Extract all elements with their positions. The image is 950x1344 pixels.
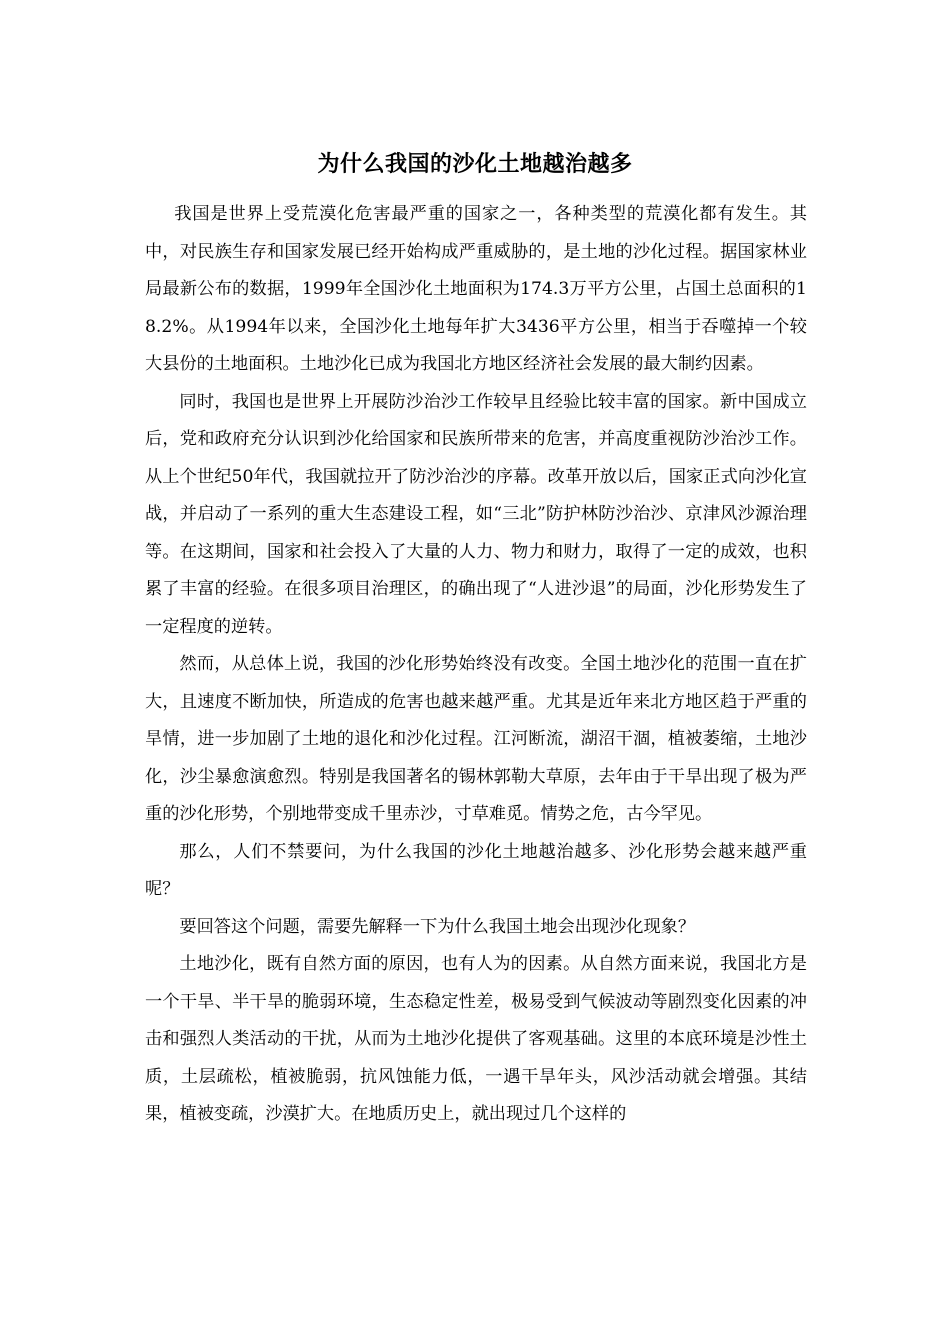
paragraph-4: 那么，人们不禁要问，为什么我国的沙化土地越治越多、沙化形势会越来越严重呢？ xyxy=(145,841,807,899)
paragraph-6: 土地沙化，既有自然方面的原因，也有人为的因素。从自然方面来说，我国北方是一个干旱、半干旱的脆弱环境，生态稳定性差，极易受到气候波动等剧烈变化因素的冲击和强烈人类活动的干扰，从而为土地沙化提供了客观基础。这里的本底环境是沙性土质，土层疏松，植被脆弱，抗风蚀能力低，一遇干旱年头，风沙活动就会增强。其结果，植被变疏，沙漠扩大。在地质历史上，就出现过几个这样的 xyxy=(145,954,807,1124)
document-body xyxy=(145,196,807,1134)
paragraph-2: 同时，我国也是世界上开展防沙治沙工作较早且经验比较丰富的国家。新中国成立后，党和政府充分认识到沙化给国家和民族所带来的危害，并高度重视防沙治沙工作。从上个世纪50年代，我国就拉开了防沙治沙的序幕。改革开放以后，国家正式向沙化宣战，并启动了一系列的重大生态建设工程，如“三北”防护林防沙治沙、京津风沙源治理等。在这期间，国家和社会投入了大量的人力、物力和财力，取得了一定的成效，也积累了丰富的经验。在很多项目治理区，的确出现了“人进沙退”的局面，沙化形势发生了一定程度的逆转。 xyxy=(145,391,807,637)
paragraph-5: 要回答这个问题，需要先解释一下为什么我国土地会出现沙化现象？ xyxy=(179,916,696,937)
paragraph-1: 我国是世界上受荒漠化危害最严重的国家之一，各种类型的荒漠化都有发生。其中，对民族生存和国家发展已经开始构成严重威胁的，是土地的沙化过程。据国家林业局最新公布的数据，1999年全国沙化土地面积为174.3万平方公里，占国土总面积的18.2%。从1994年以来，全国沙化土地每年扩大3436平方公里，相当于吞噬掉一个较大县份的土地面积。土地沙化已成为我国北方地区经济社会发展的最大制约因素。 xyxy=(145,204,807,374)
paragraph-3: 然而，从总体上说，我国的沙化形势始终没有改变。全国土地沙化的范围一直在扩大，且速度不断加快，所造成的危害也越来越严重。尤其是近年来北方地区趋于严重的旱情，进一步加剧了土地的退化和沙化过程。江河断流，湖沼干涸，植被萎缩，土地沙化，沙尘暴愈演愈烈。特别是我国著名的锡林郭勒大草原，去年由于干旱出现了极为严重的沙化形势，个别地带变成千里赤沙，寸草难觅。情势之危，古今罕见。 xyxy=(145,654,807,824)
document-title: 为什么我国的沙化土地越治越多 xyxy=(317,151,633,177)
